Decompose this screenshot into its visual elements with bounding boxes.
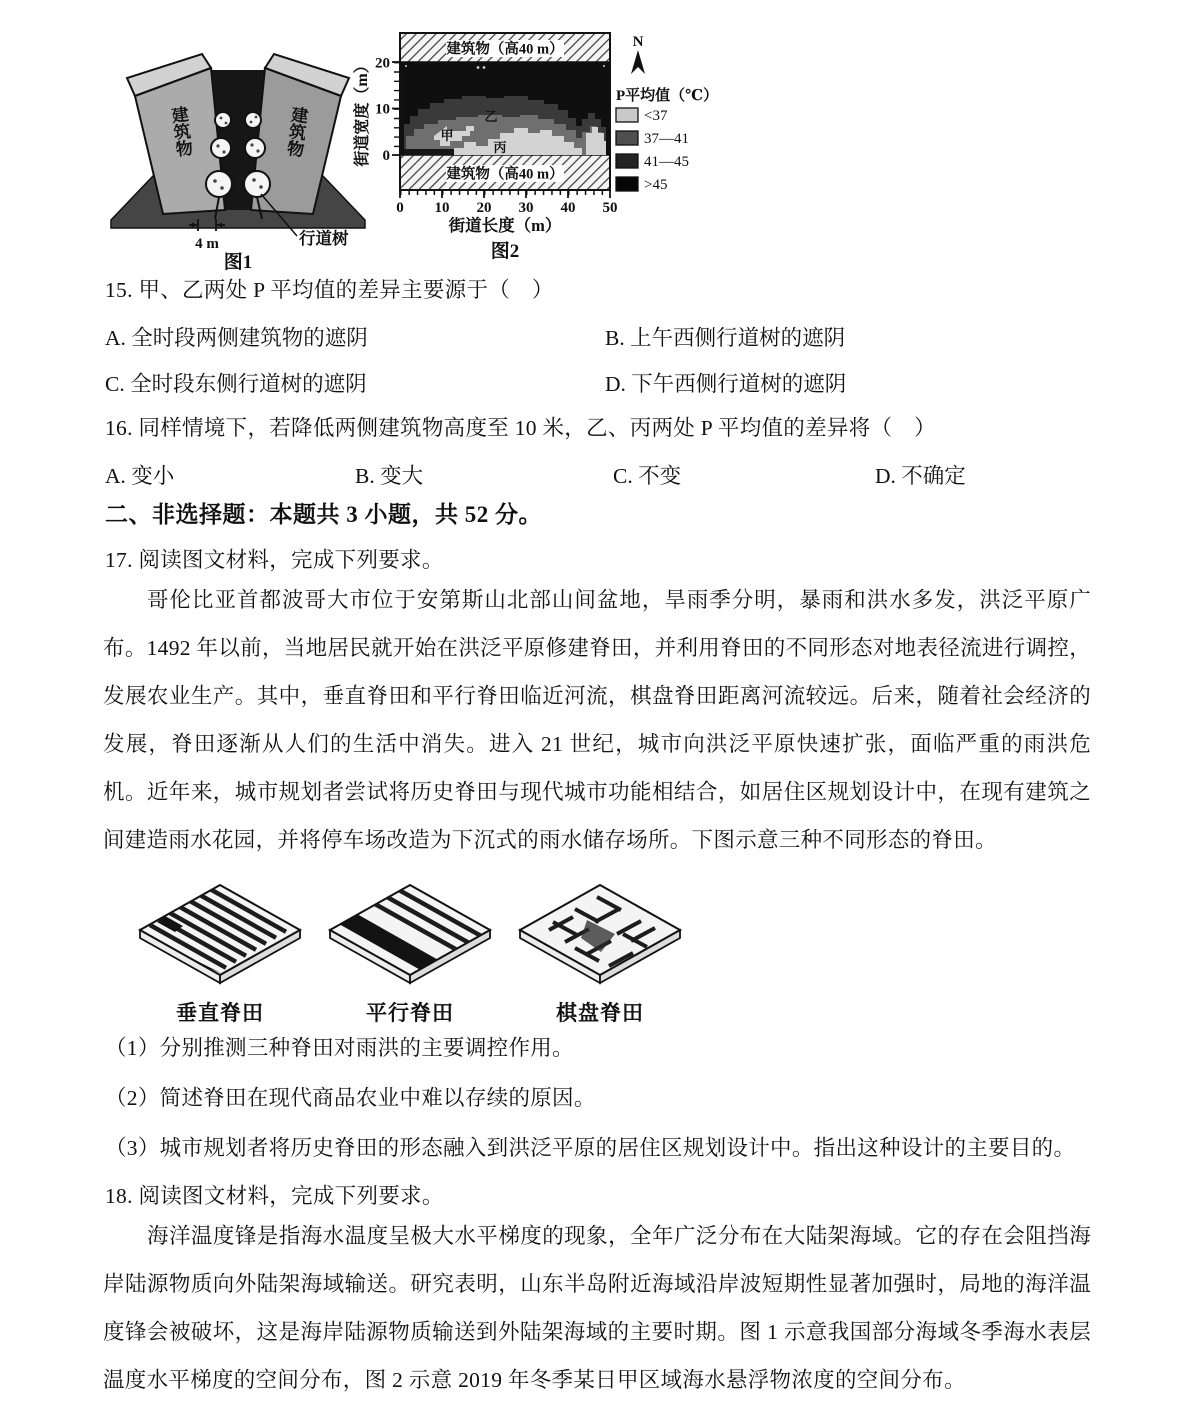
ridge-figure-checkerboard	[505, 872, 695, 1027]
ridge-label-checkerboard: 棋盘脊田	[556, 1001, 644, 1025]
figure2-heatmap	[350, 20, 750, 275]
x-axis-ticks	[400, 190, 610, 198]
label-yi: 乙	[484, 109, 498, 124]
q15-option-b: B. 上午西侧行道树的遮阴	[605, 326, 846, 350]
parallel-ridge-illustration	[315, 872, 505, 990]
q15-option-d: D. 下午西侧行道树的遮阴	[605, 372, 847, 396]
svg-text:30: 30	[518, 200, 534, 216]
figure2-ylabel: 街道宽度（m）	[354, 57, 371, 167]
svg-text:0: 0	[396, 200, 404, 216]
left-building-label: 建筑物	[167, 105, 193, 159]
q16-stem: 16. 同样情境下，若降低两侧建筑物高度至 10 米，乙、丙两处 P 平均值的差异将（ ）	[105, 416, 936, 440]
svg-text:0: 0	[382, 148, 390, 164]
right-building-label: 建筑物	[283, 105, 309, 159]
legend-swatch	[616, 131, 638, 145]
q17-sub1: （1）分别推测三种脊田对雨洪的主要调控作用。	[105, 1036, 574, 1060]
ridge-label-parallel: 平行脊田	[366, 1001, 454, 1025]
q16-options-row	[105, 459, 1105, 490]
q17-sub3: （3）城市规划者将历史脊田的形态融入到洪泛平原的居住区规划设计中。指出这种设计的主要目的。	[105, 1136, 1076, 1160]
figure2-xlabel: 街道长度（m）	[448, 216, 562, 235]
label-bing: 丙	[493, 140, 507, 155]
bottom-building-label: 建筑物（高40 m）	[446, 166, 564, 183]
ridge-figure-parallel	[315, 872, 505, 1027]
q15-stem: 15. 甲、乙两处 P 平均值的差异主要源于（ ）	[105, 278, 554, 302]
y-tick-labels	[375, 56, 390, 165]
q15-options-row2	[105, 367, 1105, 398]
x-tick-labels	[396, 200, 617, 216]
q16-option-c: C. 不变	[613, 464, 682, 488]
north-arrow-icon	[631, 50, 645, 74]
q16-option-a: A. 变小	[105, 464, 175, 488]
ridge-label-vertical: 垂直脊田	[176, 1001, 264, 1025]
top-building-label: 建筑物（高40 m）	[446, 41, 564, 58]
zone-bottom-dark-strip	[404, 149, 454, 155]
q18-lead: 18. 阅读图文材料，完成下列要求。	[105, 1184, 444, 1208]
vertical-ridge-illustration	[125, 872, 315, 990]
q17-sub2: （2）简述脊田在现代商品农业中难以存续的原因。	[105, 1086, 596, 1110]
q15-option-c: C. 全时段东侧行道树的遮阴	[105, 372, 367, 396]
figure1-caption: 图1	[223, 252, 253, 272]
q16-option-d: D. 不确定	[875, 464, 966, 488]
street-width-label: 4 m	[195, 236, 219, 252]
figure1-illustration	[103, 28, 371, 272]
q15-options-row1	[105, 321, 1105, 352]
q16-option-b: B. 变大	[355, 464, 424, 488]
legend-items	[616, 108, 689, 193]
svg-text:10: 10	[375, 101, 390, 118]
legend-swatch	[616, 154, 638, 168]
section2-header: 二、非选择题：本题共 3 小题，共 52 分。	[105, 502, 542, 527]
y-axis-ticks	[392, 62, 400, 155]
figure2-illustration	[350, 20, 750, 270]
ridge-figure-vertical	[125, 872, 315, 1027]
legend-swatch	[616, 108, 638, 122]
ridge-figures-row	[125, 872, 695, 1027]
legend-label: >45	[644, 177, 668, 193]
tree-label: 行道树	[299, 229, 349, 248]
svg-text:10: 10	[434, 200, 450, 216]
svg-text:20: 20	[476, 200, 492, 216]
legend-title: P平均值（℃）	[616, 88, 719, 104]
q17-lead: 17. 阅读图文材料，完成下列要求。	[105, 548, 444, 572]
legend-label: 37—41	[644, 131, 689, 147]
svg-text:40: 40	[560, 200, 576, 216]
svg-text:50: 50	[602, 200, 618, 216]
svg-text:20: 20	[375, 55, 390, 72]
q18-material: 海洋温度锋是指海水温度呈极大水平梯度的现象，全年广泛分布在大陆架海域。它的存在会阻挡海岸陆源物质向外陆架海域输送。研究表明，山东半岛附近海域沿岸波短期性显著加强时，局地的海洋温度锋会被破坏，这是海岸陆源物质输送到外陆架海域的主要时期。图 1 示意我国部分海域冬季海水表层温度水平梯度的空间分布，图 2 示意 2019 年冬季某日甲区域海水悬浮物浓度的空间分布。	[103, 1224, 1091, 1392]
north-label: N	[632, 34, 644, 50]
legend-label: 41—45	[644, 154, 689, 170]
legend-swatch	[616, 177, 638, 191]
checkerboard-ridge-illustration	[505, 872, 695, 990]
figure1-street-canyon	[103, 28, 371, 277]
figure2-caption: 图2	[490, 241, 520, 262]
q17-material: 哥伦比亚首都波哥大市位于安第斯山北部山间盆地，旱雨季分明，暴雨和洪水多发，洪泛平原广布。1492 年以前，当地居民就开始在洪泛平原修建脊田，并利用脊田的不同形态对地表径流进行调控，发展农业生产。其中，垂直脊田和平行脊田临近河流，棋盘脊田距离河流较远。后来，随着社会经济的发展，脊田逐渐从人们的生活中消失。进入 21 世纪，城市向洪泛平原快速扩张，面临严重的雨洪危机。近年来，城市规划者尝试将历史脊田与现代城市功能相结合，如居住区规划设计中，在现有建筑之间建造雨水花园，并将停车场改造为下沉式的雨水储存场所。下图示意三种不同形态的脊田。	[103, 588, 1091, 852]
label-jia: 甲	[440, 128, 454, 143]
q15-option-a: A. 全时段两侧建筑物的遮阴	[105, 326, 368, 350]
legend-label: <37	[644, 108, 668, 124]
